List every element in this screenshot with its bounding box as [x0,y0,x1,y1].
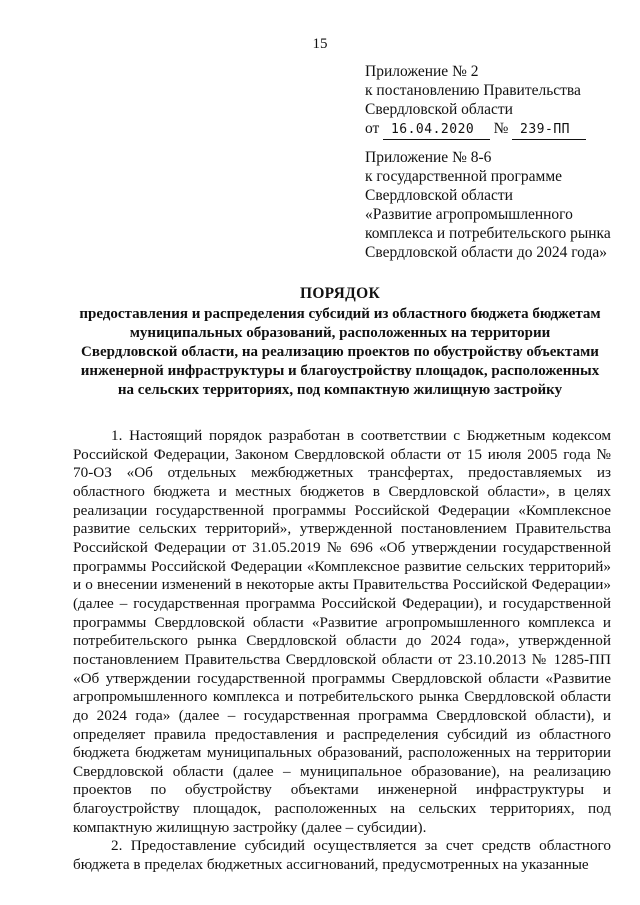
appendix-program-name-1: «Развитие агропромышленного [365,206,573,223]
appendix-program-ref: к государственной программе [365,168,563,185]
appendix-program-region: Свердловской области [365,187,513,204]
title-line-2: муниципальных образований, расположенных на территории [129,325,551,341]
appendix-program-name-2: комплекса и потребительского рынка [365,225,611,242]
appendix-title: Приложение № 2 [365,63,479,80]
title-line-3: Свердловской области, на реализацию проектов по обустройству объектами [81,344,599,360]
appendix-program-title: Приложение № 8-6 [365,149,492,166]
appendix-reference: к постановлению Правительства [365,82,581,99]
paragraph-2: 2. Предоставление субсидий осуществляется за счет средств областного бюджета в пределах бюджетных ассигнований, предусмотренных на указанные [73,837,611,874]
date-prefix: от [365,120,380,137]
document-date: 16.04.2020 [390,122,475,137]
appendix-region: Свердловской области [365,101,513,118]
title-heading: ПОРЯДОК [299,285,381,302]
appendix-approval-block [365,62,627,140]
appendix-program-block [365,148,627,262]
appendix-date-line [365,119,627,140]
paragraph-1: 1. Настоящий порядок разработан в соответствии с Бюджетным кодексом Российской Федерации, Законом Свердловской области от 15 июля 2005 года № 70-ОЗ «Об отдельных межбюджетных трансфертах, предоставляемых из областного бюджета и местных бюджетов в Свердловской области», в целях реализации государственной программы Российской Федерации «Комплексное развитие сельских территорий», утвержденной постановлением Правительства Российской Федерации от 31.05.2019 № 696 «Об утверждении государственной программы Российской Федерации «Комплексное развитие сельских территорий» и о внесении изменений в некоторые акты Правительства Российской Федерации» (далее – государственная программа Российской Федерации), и государственной программы Свердловской области «Развитие агропромышленного комплекса и потребительского рынка Свердловской области до 2024 года», утвержденной постановлением Правительства Свердловской области от 23.10.2013 № 1285-ПП «Об утверждении государственной программы Свердловской области «Развитие агропромышленного комплекса и потребительского рынка Свердловской области до 2024 года» (далее – государственная программа Свердловской области), и определяет правила предоставления и распределения субсидий из областного бюджета бюджетам муниципальных образований, расположенных на территории Свердловской области (далее – муниципальное образование), на реализацию проектов по обустройству объектами инженерной инфраструктуры и благоустройству площадок, расположенных на сельских территориях, под компактную жилищную застройку (далее – субсидии). [73,427,611,836]
number-prefix: № [493,120,509,137]
number-field [512,119,585,140]
title-line-4: инженерной инфраструктуры и благоустройству площадок, расположенных [80,363,600,379]
page-number: 15 [312,36,328,52]
document-number: 239-ПП [520,122,570,137]
title-line-5: на сельских территориях, под компактную жилищную застройку [117,382,563,398]
document-title [40,284,640,400]
appendix-program-name-3: Свердловской области до 2024 года» [365,244,607,261]
title-line-1: предоставления и распределения субсидий из областного бюджета бюджетам [79,306,601,322]
date-field [383,119,490,140]
document-body [73,427,611,875]
